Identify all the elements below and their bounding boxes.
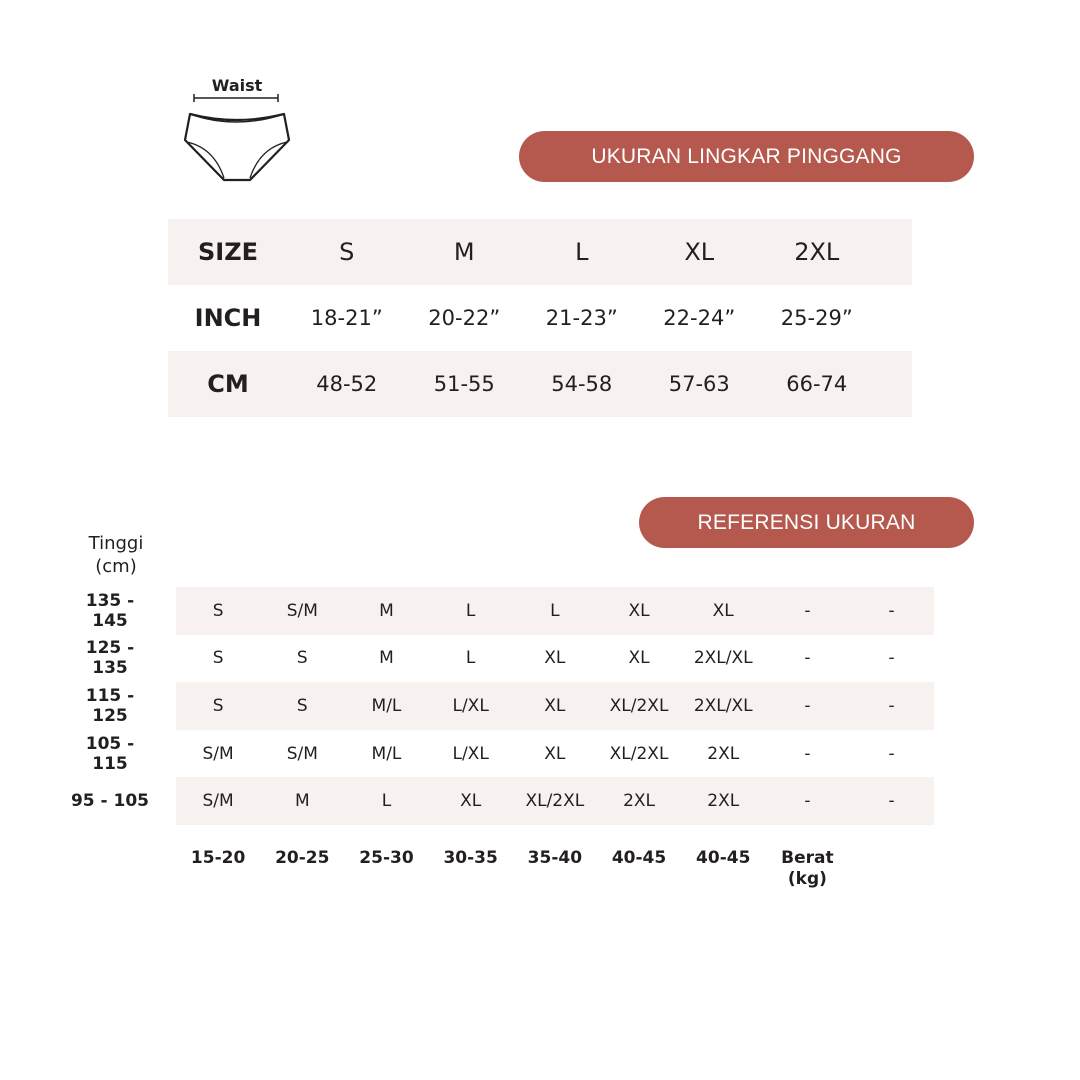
- table-cell: 54-58: [551, 372, 613, 396]
- table-cell: 2XL: [707, 791, 740, 812]
- waist-label: Waist: [211, 76, 263, 95]
- cm-row: [168, 351, 912, 417]
- height-label: 135 - 145: [85, 590, 135, 631]
- weight-label: 30-35: [443, 848, 498, 868]
- table-cell: 20-22”: [428, 306, 501, 330]
- table-cell: M/L: [371, 743, 402, 764]
- table-cell: S/M: [286, 600, 318, 621]
- table-cell: M: [379, 648, 394, 669]
- table-row: [70, 777, 934, 825]
- table-row: [85, 587, 934, 635]
- weight-axis-title: [765, 848, 849, 890]
- table-cell: XL/2XL: [525, 791, 585, 812]
- height-axis-line2: (cm): [95, 556, 137, 577]
- table-row: [85, 635, 934, 683]
- table-cell: -: [888, 791, 895, 812]
- table-cell: XL: [460, 791, 482, 812]
- table-cell: 48-52: [316, 372, 378, 396]
- weight-label: 40-45: [696, 848, 751, 868]
- table-cell: S: [339, 238, 355, 266]
- table-cell: -: [804, 695, 811, 716]
- height-axis-title: [76, 532, 156, 578]
- weight-label: 20-25: [275, 848, 330, 868]
- table-cell: -: [888, 695, 895, 716]
- table-cell: 51-55: [433, 372, 495, 396]
- table-cell: -: [804, 743, 811, 764]
- size-row: [168, 219, 912, 285]
- table-cell: -: [888, 743, 895, 764]
- table-cell: 22-24”: [663, 306, 736, 330]
- weight-label: 15-20: [190, 848, 246, 868]
- table-cell: S/M: [286, 743, 318, 764]
- table-cell: -: [888, 648, 895, 669]
- size-reference-table: [70, 587, 934, 825]
- table-cell: S: [296, 648, 308, 669]
- table-cell: -: [804, 600, 811, 621]
- height-label: 105 - 115: [85, 733, 135, 774]
- weight-axis-line1: Berat: [781, 848, 834, 868]
- panties-waist-icon: [178, 92, 298, 187]
- waist-size-table: [168, 219, 912, 417]
- height-axis-line1: Tinggi: [88, 533, 144, 554]
- row-header: CM: [207, 370, 249, 398]
- table-cell: M: [294, 791, 310, 812]
- table-cell: S: [212, 600, 224, 621]
- table-cell: XL: [684, 238, 715, 266]
- table-cell: S: [296, 695, 308, 716]
- table-cell: L/XL: [452, 743, 489, 764]
- table-cell: 2XL/XL: [693, 695, 753, 716]
- inch-row: [168, 285, 912, 351]
- table-cell: -: [804, 791, 811, 812]
- table-cell: L: [575, 238, 589, 266]
- table-cell: L: [465, 600, 476, 621]
- table-cell: 2XL: [707, 743, 740, 764]
- table-cell: S: [212, 695, 224, 716]
- table-cell: 66-74: [786, 372, 848, 396]
- table-cell: XL: [544, 648, 566, 669]
- table-cell: S/M: [202, 743, 234, 764]
- table-cell: 18-21”: [310, 306, 383, 330]
- weight-label: 40-45: [611, 848, 667, 868]
- height-label: 125 - 135: [85, 638, 135, 679]
- row-header: SIZE: [197, 238, 258, 266]
- table-cell: M/L: [371, 695, 402, 716]
- table-cell: 2XL: [794, 238, 840, 266]
- table-cell: XL: [628, 600, 650, 621]
- table-cell: L: [465, 648, 476, 669]
- table-cell: XL/2XL: [609, 743, 669, 764]
- table-row: [85, 730, 934, 778]
- table-cell: 2XL/XL: [693, 648, 753, 669]
- table-cell: L: [381, 791, 392, 812]
- size-reference-title-badge: REFERENSI UKURAN: [639, 497, 974, 548]
- height-label: 95 - 105: [70, 791, 150, 812]
- table-cell: 57-63: [668, 372, 730, 396]
- table-cell: XL: [628, 648, 650, 669]
- table-cell: L: [550, 600, 560, 621]
- weight-label: 35-40: [527, 848, 583, 868]
- height-label: 115 - 125: [85, 685, 135, 726]
- table-cell: S/M: [202, 791, 234, 812]
- weight-axis-line2: (kg): [787, 869, 827, 889]
- table-row: [85, 682, 934, 730]
- table-cell: XL: [712, 600, 734, 621]
- table-cell: XL: [544, 695, 566, 716]
- table-cell: -: [888, 600, 895, 621]
- weight-axis: [176, 848, 934, 890]
- table-cell: XL: [544, 743, 566, 764]
- table-cell: L/XL: [452, 695, 489, 716]
- row-header: INCH: [194, 304, 262, 332]
- table-cell: M: [379, 600, 394, 621]
- table-cell: 21-23”: [545, 306, 618, 330]
- table-cell: 25-29”: [780, 306, 853, 330]
- table-cell: S: [212, 648, 224, 669]
- table-cell: M: [453, 238, 475, 266]
- table-cell: 2XL: [623, 791, 655, 812]
- table-cell: -: [804, 648, 811, 669]
- waist-size-title-badge: UKURAN LINGKAR PINGGANG: [519, 131, 974, 182]
- table-cell: XL/2XL: [609, 695, 669, 716]
- weight-label: 25-30: [359, 848, 414, 868]
